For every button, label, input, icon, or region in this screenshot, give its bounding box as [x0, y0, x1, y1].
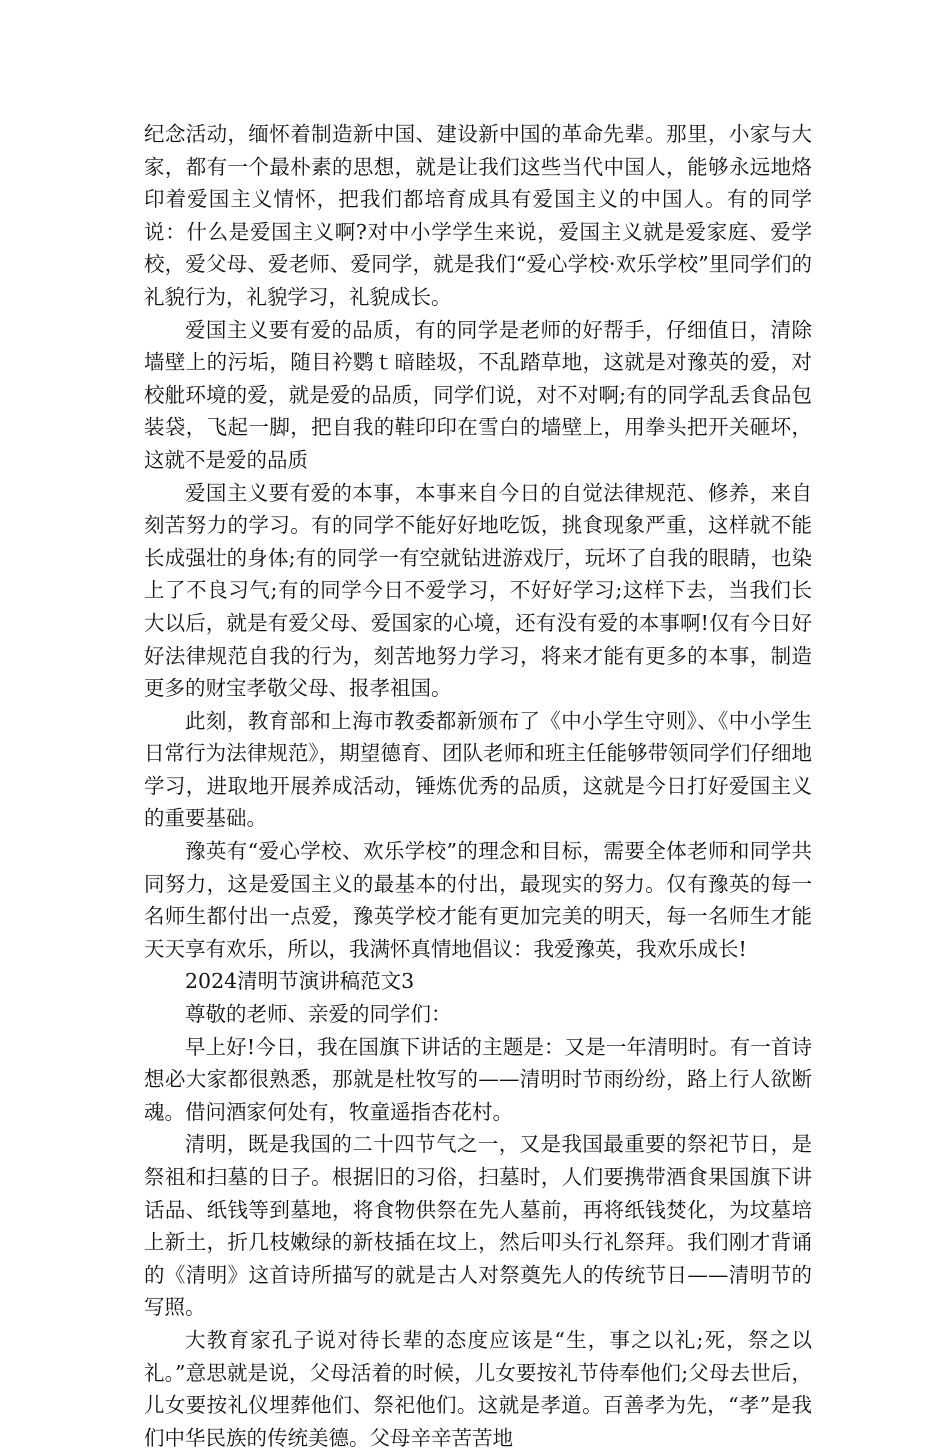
paragraph-qingming-festival: 清明，既是我国的二十四节气之一，又是我国最重要的祭祀节日，是祭祖和扫墓的日子。根据旧的习俗，扫墓时，人们要携带酒食果国旗下讲话品、纸钱等到墓地，将食物供祭在先人墓前，再将纸钱焚化，为坟墓培上新土，折几枝嫩绿的新枝插在坟上，然后叩头行礼祭拜。我们刚才背诵的《清明》这首诗所描写的就是古人对祭奠先人的传统节日——清明节的写照。: [144, 1132, 812, 1320]
paragraph-patriotism-intro: 纪念活动，缅怀着制造新中国、建设新中国的革命先辈。那里，小家与大家，都有一个最朴素的思想，就是让我们这些当代中国人，能够永远地烙印着爱国主义情怀，把我们都培育成具有爱国主义的中国人。有的同学说：什么是爱国主义啊?对中小学学生来说，爱国主义就是爱家庭、爱学校，爱父母、爱老师、爱同学，就是我们“爱心学校·欢乐学校”里同学们的礼貌行为，礼貌学习，礼貌成长。: [144, 122, 812, 309]
document-body: [144, 118, 812, 1454]
paragraph-quality-of-love: 爱国主义要有爱的品质，有的同学是老师的好帮手，仔细值日，清除墙壁上的污垢，随目衿鹦ｔ暗睦圾，不乱踏草地，这就是对豫英的爱，对校舭环境的爱，就是爱的品质，同学们说，对不对啊;有的同学乱丢食品包装袋，飞起一脚，把自我的鞋印印在雪白的墙壁上，用拳头把开关砸坏，这就不是爱的品质: [144, 317, 812, 472]
paragraph-new-rules: 此刻，教育部和上海市教委都新颁布了《中小学生守则》、《中小学生日常行为法律规范》，期望德育、团队老师和班主任能够带领同学们仔细地学习，进取地开展养成活动，锤炼优秀的品质，这就是今日打好爱国主义的重要基础。: [144, 708, 812, 831]
paragraph-ability-to-love: 爱国主义要有爱的本事，本事来自今日的自觉法律规范、修养，来自刻苦努力的学习。有的同学不能好好地吃饭，挑食现象严重，这样就不能长成强壮的身体;有的同学一有空就钻进游戏厅，玩坏了自我的眼睛，也染上了不良习气;有的同学今日不爱学习，不好好学习;这样下去，当我们长大以后，就是有爱父母、爱国家的心境，还有没有爱的本事啊!仅有今日好好法律规范自我的行为，刻苦地努力学习，将来才能有更多的本事，制造更多的财宝孝敬父母、报孝祖国。: [144, 480, 812, 701]
section-heading: 2024清明节演讲稿范文3: [185, 969, 415, 994]
paragraph-filial-piety: 大教育家孔子说对待长辈的态度应该是“生，事之以礼;死，祭之以礼。”意思就是说，父母活着的时候，儿女要按礼节侍奉他们;父母去世后，儿女要按礼仪埋葬他们、祭祀他们。这就是孝道。百善孝为先，“孝”是我们中华民族的传统美德。父母辛辛苦苦地: [144, 1327, 812, 1450]
paragraph-school-philosophy: 豫英有“爱心学校、欢乐学校”的理念和目标，需要全体老师和同学共同努力，这是爱国主义的最基本的付出，最现实的努力。仅有豫英的每一名师生都付出一点爱，豫英学校才能有更加完美的明天，每一名师生才能天天享有欢乐，所以，我满怀真情地倡议：我爱豫英，我欢乐成长!: [144, 839, 812, 961]
salutation: 尊敬的老师、亲爱的同学们：: [185, 1002, 452, 1027]
paragraph-greeting: 早上好!今日，我在国旗下讲话的主题是：又是一年清明时。有一首诗想必大家都很熟悉，那就是杜牧写的——清明时节雨纷纷，路上行人欲断魂。借问酒家何处有，牧童遥指杏花村。: [144, 1034, 812, 1124]
